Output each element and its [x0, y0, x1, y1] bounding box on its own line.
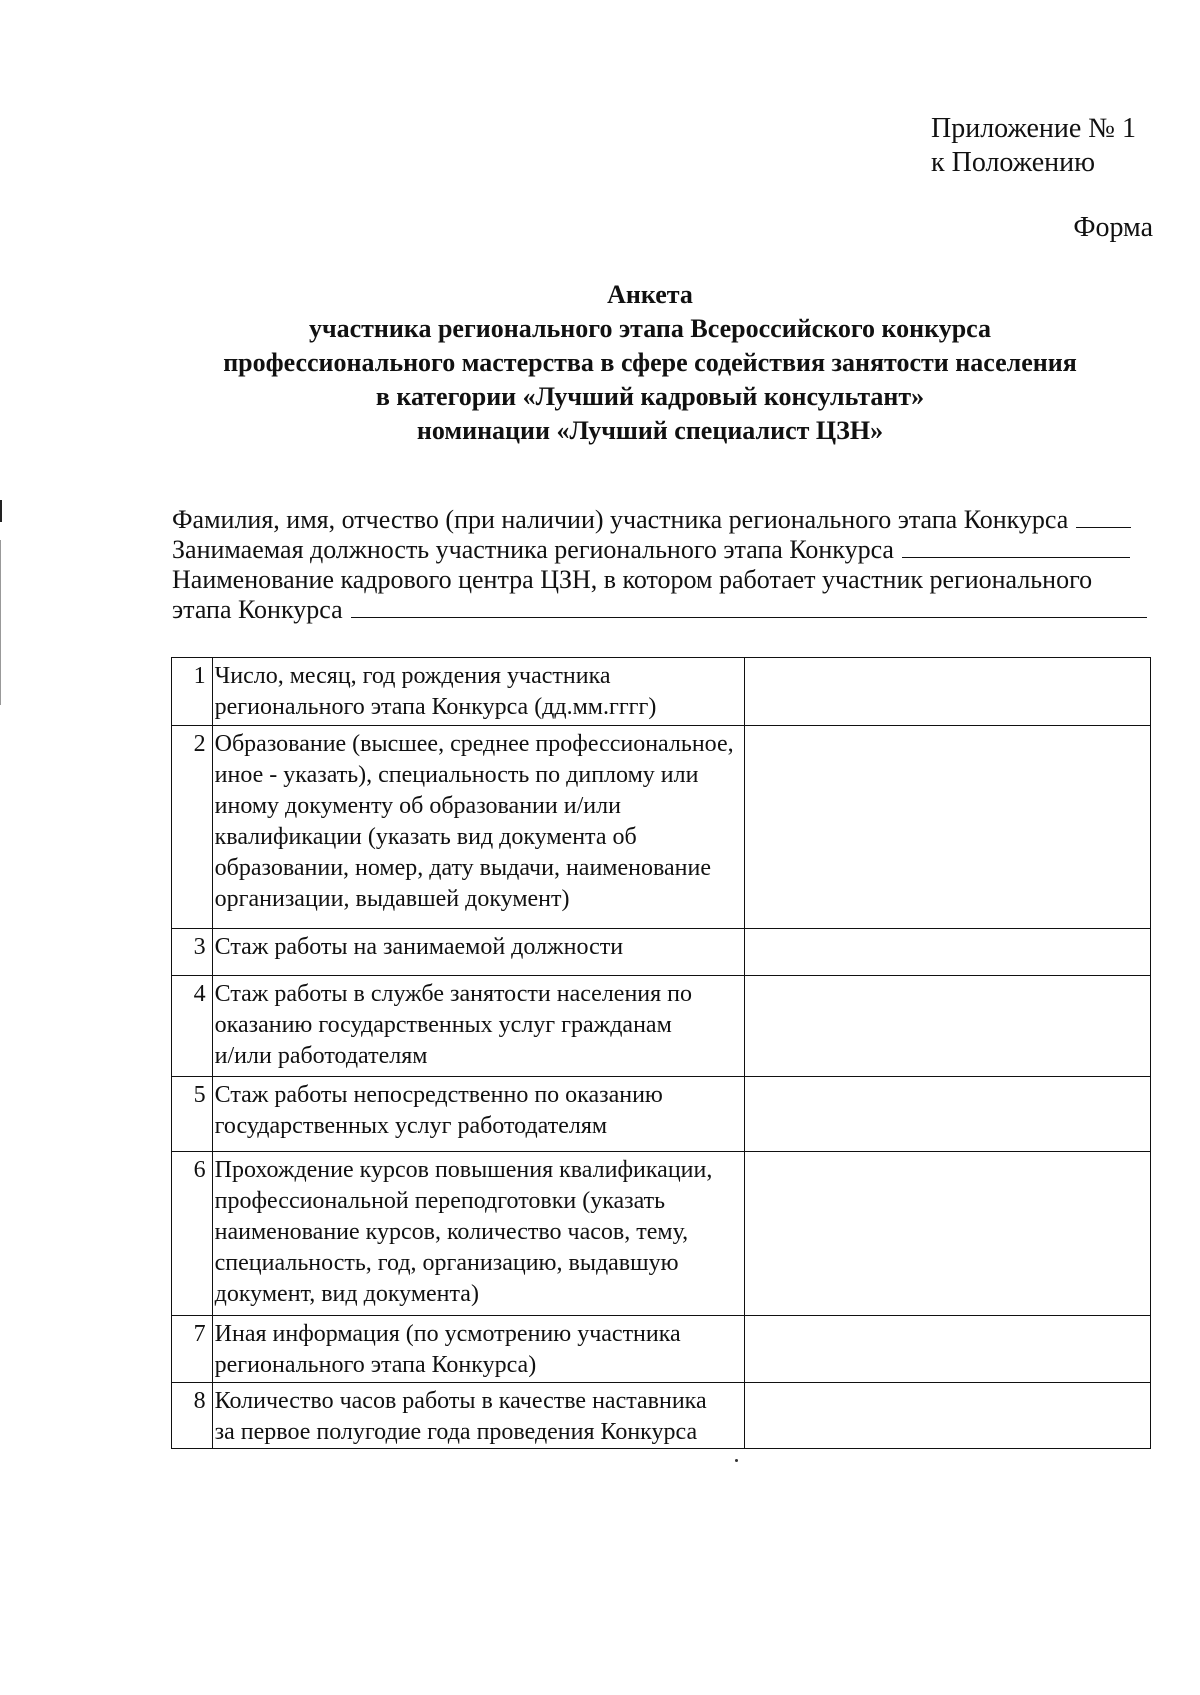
row-description: [212, 1152, 744, 1316]
description-line: Стаж работы в службе занятости населения по: [214, 981, 693, 1007]
appendix-header: [931, 112, 1136, 180]
scan-margin-mark: [0, 540, 1, 660]
description-line: специальность, год, организацию, выдавшую: [214, 1250, 679, 1276]
appendix-number: Приложение № 1: [931, 113, 1136, 144]
description-line: Иная информация (по усмотрению участника: [214, 1321, 681, 1347]
row-number: 7: [172, 1316, 213, 1383]
participant-fields: [172, 505, 1147, 625]
answer-cell[interactable]: [744, 1316, 1151, 1383]
answer-cell[interactable]: [744, 1077, 1151, 1152]
questionnaire-table: [171, 657, 1151, 1449]
table-row: [172, 929, 1151, 976]
answer-cell[interactable]: [744, 658, 1151, 726]
center-label-continued: этапа Конкурса: [172, 595, 343, 624]
table-row: [172, 1077, 1151, 1152]
full-name-field: [172, 505, 1147, 535]
table-row: [172, 726, 1151, 929]
description-line: Образование (высшее, среднее профессиональное,: [214, 731, 734, 757]
full-name-blank[interactable]: [1076, 505, 1131, 528]
center-field-line1: [172, 565, 1147, 595]
description-line: Стаж работы на занимаемой должности: [214, 934, 624, 960]
description-line: профессиональной переподготовки (указать: [214, 1188, 666, 1214]
title-line: участника регионального этапа Всероссийского конкурса: [308, 314, 992, 343]
description-line: и/или работодателям: [214, 1043, 428, 1069]
appendix-regulation-ref: к Положению: [931, 147, 1096, 178]
table-row: [172, 658, 1151, 726]
row-description: [212, 726, 744, 929]
row-number: 8: [172, 1383, 213, 1449]
scan-margin-mark: [0, 655, 1, 705]
description-line: Стаж работы непосредственно по оказанию: [214, 1082, 663, 1108]
row-description: [212, 929, 744, 976]
full-name-label: Фамилия, имя, отчество (при наличии) участника регионального этапа Конкурса: [172, 505, 1069, 534]
description-line: иное - указать), специальность по диплому или: [214, 762, 699, 788]
questionnaire-table-body: [172, 658, 1151, 1449]
row-number: 1: [172, 658, 213, 726]
description-line: Количество часов работы в качестве наставника: [214, 1388, 707, 1414]
table-row: [172, 1383, 1151, 1449]
row-number: 5: [172, 1077, 213, 1152]
title-line: профессионального мастерства в сфере содействия занятости населения: [223, 348, 1077, 377]
row-description: [212, 1383, 744, 1449]
description-line: документ, вид документа): [214, 1281, 479, 1307]
description-line: квалификации (указать вид документа об: [214, 824, 637, 850]
title-line: номинации «Лучший специалист ЦЗН»: [416, 416, 884, 445]
center-blank[interactable]: [351, 595, 1147, 618]
table-row: [172, 1316, 1151, 1383]
scan-margin-mark: [0, 500, 2, 522]
center-field-line2: [172, 595, 1147, 625]
row-number: 2: [172, 726, 213, 929]
table-row: [172, 976, 1151, 1077]
description-line: организации, выдавшей документ): [214, 886, 570, 912]
title-line: в категории «Лучший кадровый консультант»: [375, 382, 925, 411]
position-label: Занимаемая должность участника регионального этапа Конкурса: [172, 535, 894, 564]
position-blank[interactable]: [902, 535, 1130, 558]
description-line: наименование курсов, количество часов, тему,: [214, 1219, 689, 1245]
document-title: [150, 278, 1150, 448]
answer-cell[interactable]: [744, 726, 1151, 929]
row-description: [212, 976, 744, 1077]
description-line: регионального этапа Конкурса (дд.мм.гггг): [214, 694, 657, 720]
form-label: Форма: [1073, 212, 1153, 243]
row-description: [212, 1316, 744, 1383]
answer-cell[interactable]: [744, 976, 1151, 1077]
title-line: Анкета: [607, 280, 693, 309]
description-line: регионального этапа Конкурса): [214, 1352, 537, 1378]
row-number: 3: [172, 929, 213, 976]
description-line: иному документу об образовании и/или: [214, 793, 621, 819]
table-row: [172, 1152, 1151, 1316]
position-field: [172, 535, 1147, 565]
scan-dot: [735, 1459, 738, 1462]
answer-cell[interactable]: [744, 929, 1151, 976]
answer-cell[interactable]: [744, 1152, 1151, 1316]
description-line: оказанию государственных услуг гражданам: [214, 1012, 672, 1038]
row-number: 4: [172, 976, 213, 1077]
description-line: Прохождение курсов повышения квалификации,: [214, 1157, 713, 1183]
description-line: за первое полугодие года проведения Конкурса: [214, 1419, 698, 1445]
row-number: 6: [172, 1152, 213, 1316]
row-description: [212, 1077, 744, 1152]
row-description: [212, 658, 744, 726]
description-line: образовании, номер, дату выдачи, наименование: [214, 855, 711, 881]
description-line: государственных услуг работодателям: [214, 1113, 608, 1139]
center-label: Наименование кадрового центра ЦЗН, в котором работает участник регионального: [172, 565, 1093, 594]
description-line: Число, месяц, год рождения участника: [214, 663, 611, 689]
answer-cell[interactable]: [744, 1383, 1151, 1449]
